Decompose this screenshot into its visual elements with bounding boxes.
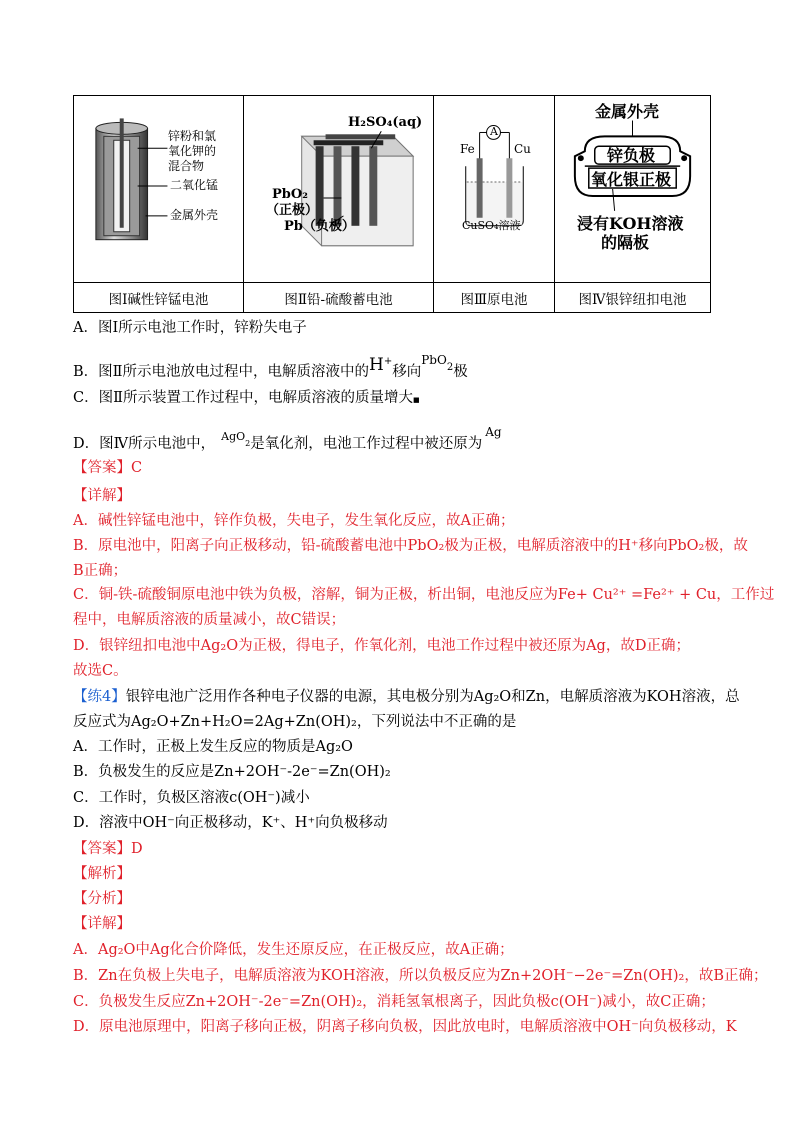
q2-fenxi-tag: 【分析】 (73, 891, 131, 907)
q2-stem-2: 反应式为Ag₂O+Zn+H₂O=2Ag+Zn(OH)₂，下列说法中不正确的是 (73, 714, 517, 730)
fig2-label-acid: H₂SO₄(aq) (348, 115, 423, 130)
q2-detail-a: A．Ag₂O中Ag化合价降低，发生还原反应，在正极反应，故A正确； (73, 942, 514, 958)
fig1-label-shell: 金属外壳 (170, 208, 219, 222)
q1-detail-a: A．碱性锌锰电池中，锌作负极，失电子，发生氧化反应，故A正确； (73, 513, 515, 529)
fig1-label-1: 锌粉和氯 (168, 129, 217, 143)
q2-answer: 【答案】D (73, 841, 143, 857)
q1-option-c: C．图Ⅱ所示装置工作过程中，电解质溶液的质量增大■ (73, 390, 420, 406)
q1-conclusion: 故选C。 (73, 663, 128, 679)
q1-option-d: D．图Ⅳ所示电池中， $^{AgO}_2$是氧化剂，电池工作过程中被还原为$^{Ag}$ (73, 425, 502, 452)
q1-answer: 【答案】C (73, 460, 143, 476)
fig3-label-cu: Cu (514, 142, 531, 156)
figure-1-cell (74, 96, 244, 283)
figure-table (73, 95, 711, 313)
q2-stem-1: 【练4】银锌电池广泛用作各种电子仪器的电源，其电极分别为Ag₂O和Zn，电解质溶液为KOH溶液，总 (73, 689, 740, 705)
figure-4-cell (555, 96, 711, 283)
q2-detail-b: B．Zn在负极上失电子，电解质溶液为KOH溶液，所以负极反应为Zn+2OH⁻−2e⁻=Zn(OH)₂，故B正确； (73, 968, 768, 984)
fig3-label-fe: Fe (460, 142, 475, 156)
q2-detail-c: C．负极发生反应Zn+2OH⁻-2e⁻=Zn(OH)₂，消耗氢氧根离子，因此负极c(OH⁻)减小，故C正确； (73, 994, 715, 1010)
q2-option-b: B．负极发生的反应是Zn+2OH⁻-2e⁻=Zn(OH)₂ (73, 764, 391, 780)
q1-detail-d: D．银锌纽扣电池中Ag₂O为正极，得电子，作氧化剂，电池工作过程中被还原为Ag，故D正确； (73, 638, 690, 654)
fig4-label-shell: 金属外壳 (595, 102, 660, 121)
figure-2-cell (244, 96, 434, 283)
q1-detail-c-1: C．铜-铁-硫酸铜原电池中铁为负极，溶解，铜为正极，析出铜，电池反应为Fe+ Cu²⁺ =Fe²⁺ + Cu，工作过 (73, 587, 775, 603)
figure-1-caption: 图Ⅰ碱性锌锰电池 (74, 283, 244, 313)
q1-detail-c-2: 程中，电解质溶液的质量减小，故C错误； (73, 612, 346, 628)
q2-detail-tag: 【详解】 (73, 916, 131, 932)
q1-detail-b-2: B正确； (73, 563, 128, 579)
q2-option-d: D．溶液中OH⁻向正极移动，K⁺、H⁺向负极移动 (73, 815, 388, 831)
figure-2-caption: 图Ⅱ铅-硫酸蓄电池 (244, 283, 434, 313)
fig4-label-separator-2: 的隔板 (601, 233, 650, 252)
q2-detail-d: D．原电池原理中，阳离子移向正极，阴离子移向负极，因此放电时，电解质溶液中OH⁻向负极移动，K (73, 1019, 737, 1035)
q2-jiexi-tag: 【解析】 (73, 866, 131, 882)
fig2-label-positive: （正极） (266, 203, 319, 218)
fig2-label-pb: Pb（负极） (284, 219, 355, 234)
galvanic-cell-figure (434, 96, 554, 282)
fig2-label-pbo2: PbO₂ (272, 187, 308, 202)
q1-detail-b-1: B．原电池中，阳离子向正极移动，铅-硫酸蓄电池中PbO₂极为正极，电解质溶液中的H⁺移向PbO₂极，故 (73, 538, 748, 554)
figure-3-cell (434, 96, 555, 283)
figure-4-caption: 图Ⅳ银锌纽扣电池 (555, 283, 711, 313)
fig1-label-3: 混合物 (168, 159, 205, 173)
q2-option-c: C．工作时，负极区溶液c(OH⁻)减小 (73, 790, 310, 806)
figure-3-caption: 图Ⅲ原电池 (434, 283, 555, 313)
ammeter-label: A (490, 125, 498, 138)
fig4-label-separator-1: 浸有KOH溶液 (577, 214, 684, 233)
fig4-label-positive: 氧化银正极 (591, 170, 672, 189)
q1-option-b: B．图Ⅱ所示电池放电过程中，电解质溶液中的H+移向$^{PbO}_2$极 (73, 353, 468, 380)
fig1-label-mno2: 二氧化锰 (170, 178, 219, 192)
q1-detail-tag: 【详解】 (73, 488, 131, 504)
q1-option-a: A．图Ⅰ所示电池工作时，锌粉失电子 (73, 320, 307, 336)
button-cell-figure (555, 96, 710, 282)
q2-option-a: A．工作时，正极上发生反应的物质是Ag₂O (73, 739, 353, 755)
fig1-label-2: 氧化钾的 (168, 144, 217, 158)
fig4-label-negative: 锌负极 (607, 146, 656, 165)
fig3-label-solution: CuSO₄溶液 (462, 219, 521, 232)
